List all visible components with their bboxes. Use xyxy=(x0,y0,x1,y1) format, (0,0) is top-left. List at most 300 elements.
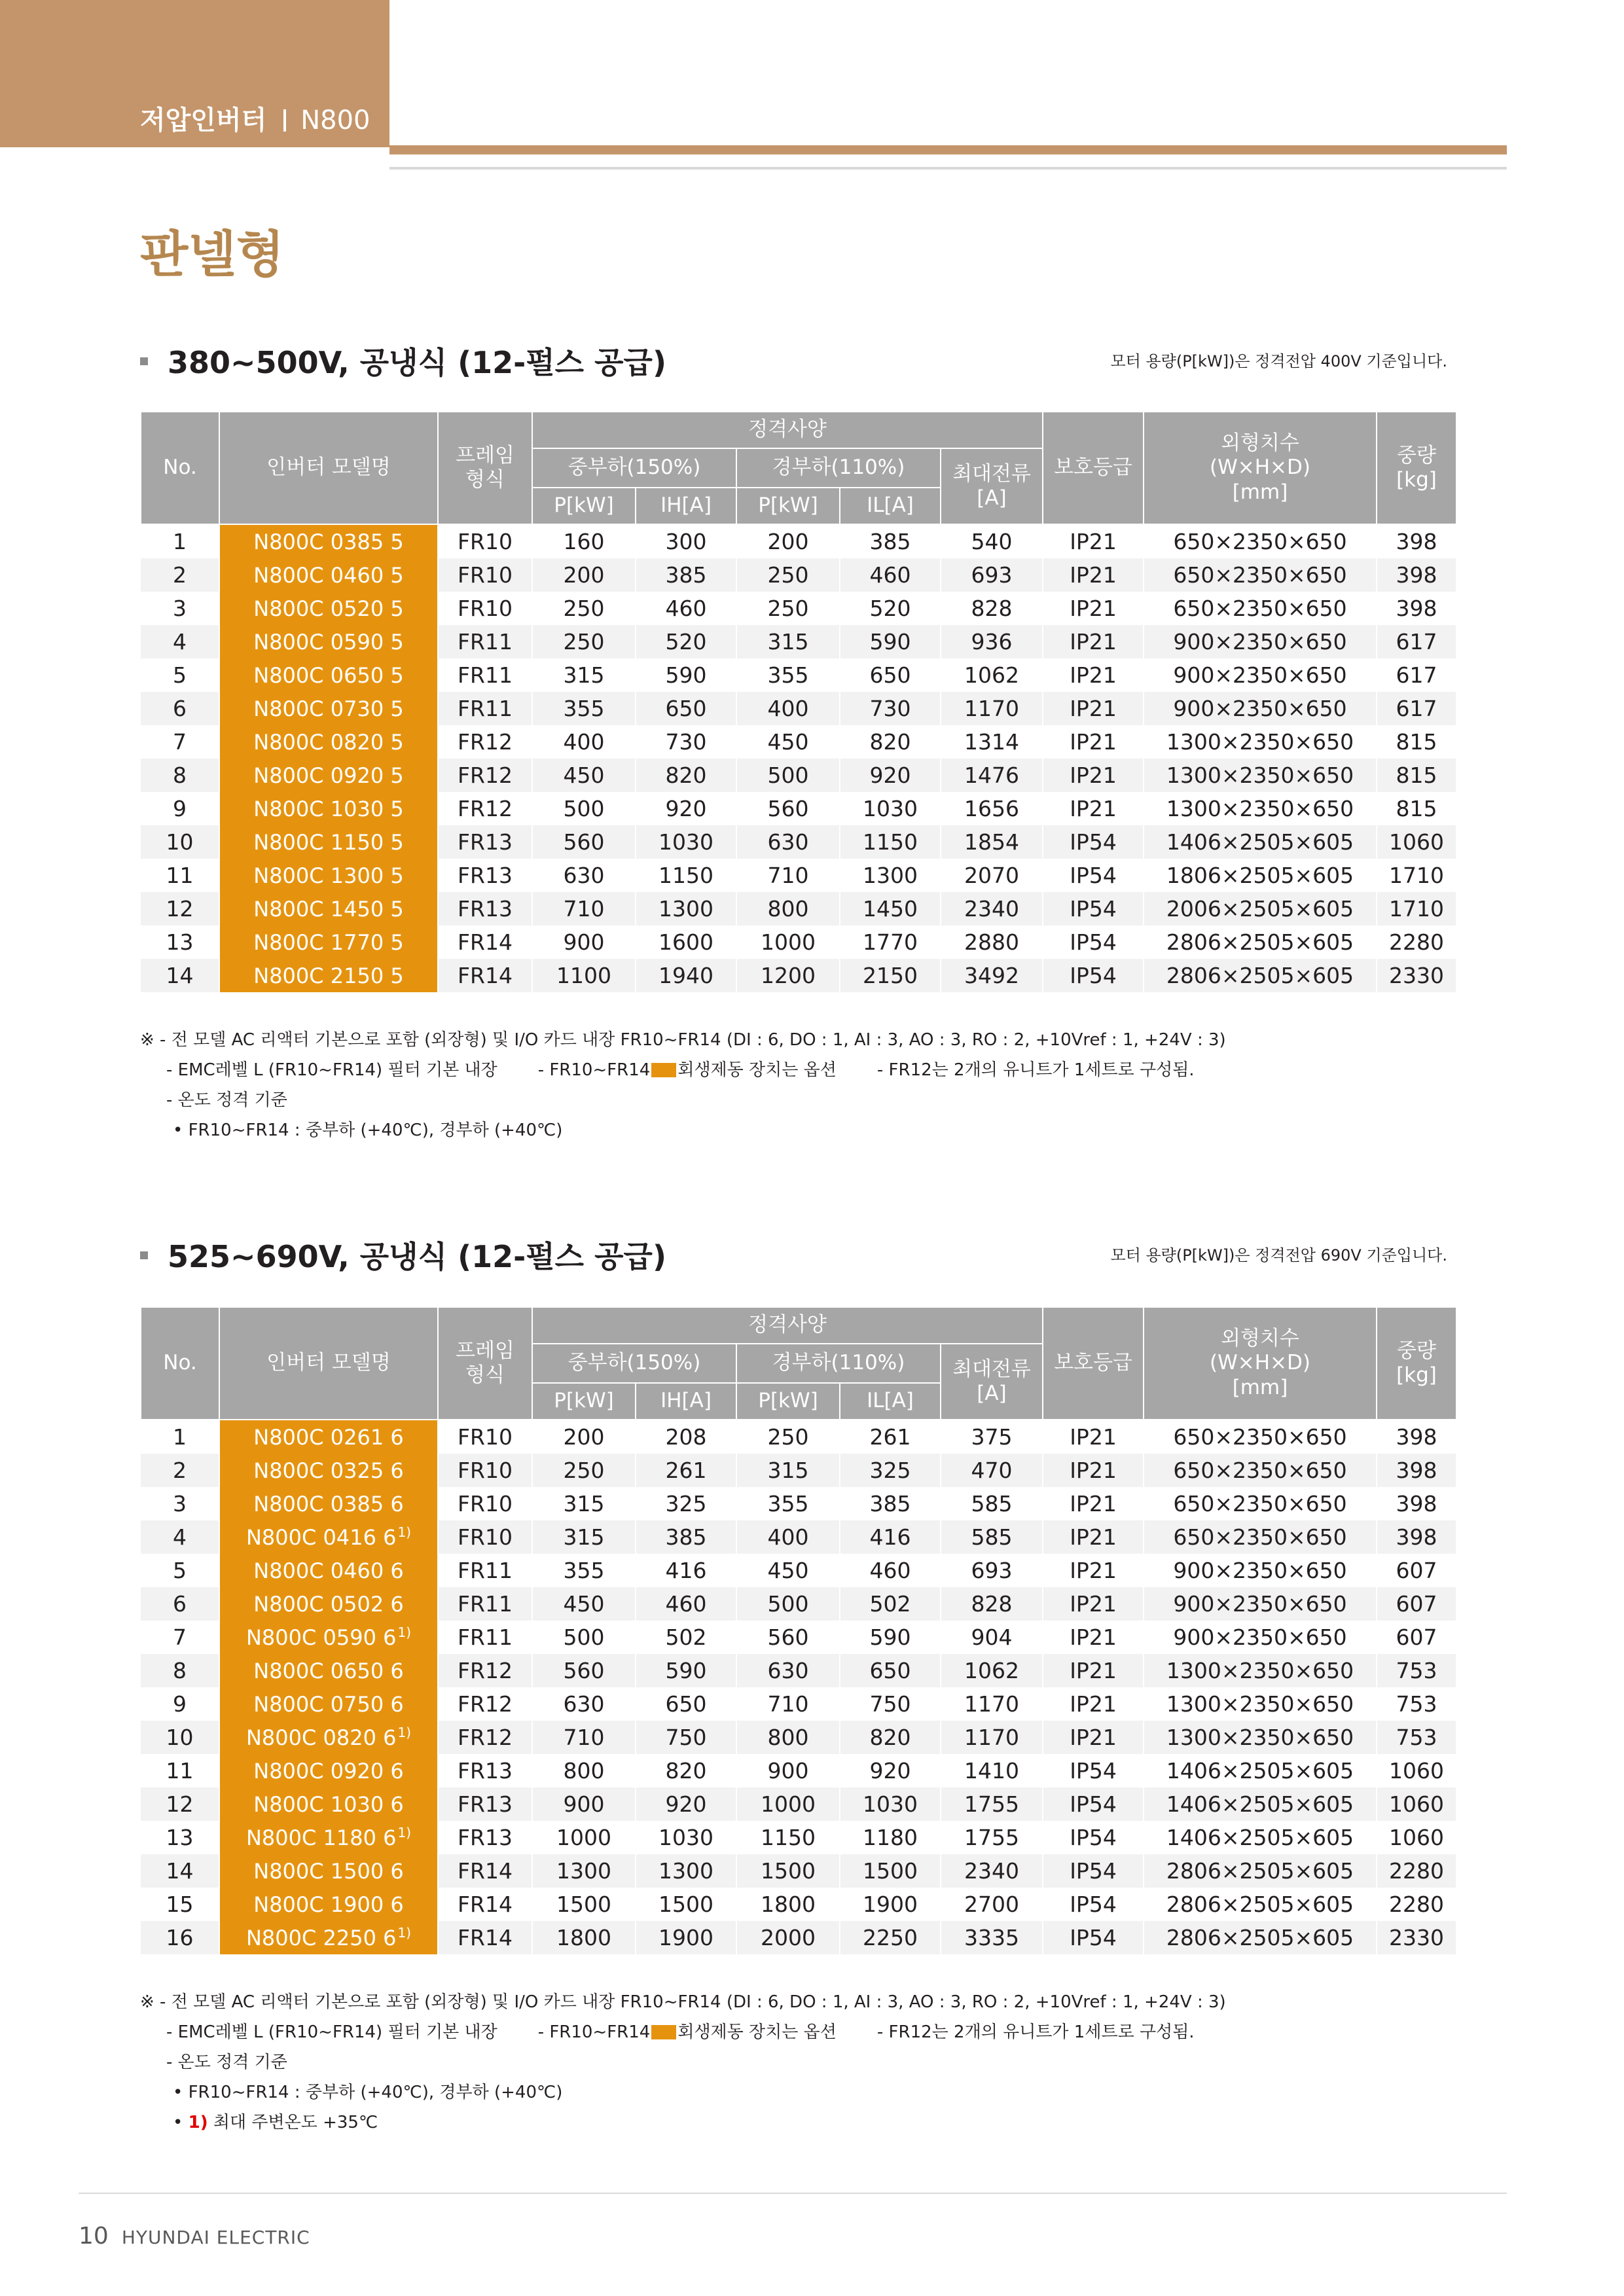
cell-dimensions: 650×2350×650 xyxy=(1144,1520,1377,1554)
cell-light-il: 460 xyxy=(840,558,941,592)
cell-no: 14 xyxy=(141,959,219,992)
cell-model xyxy=(219,1654,438,1687)
cell-light-il: 2250 xyxy=(840,1921,941,1954)
cell-protection: IP54 xyxy=(1043,1854,1144,1888)
cell-light-il: 820 xyxy=(840,725,941,759)
cell-protection: IP54 xyxy=(1043,825,1144,859)
cell-light-p: 1000 xyxy=(736,1787,840,1821)
cell-dimensions: 900×2350×650 xyxy=(1144,1621,1377,1654)
cell-no: 16 xyxy=(141,1921,219,1954)
footer xyxy=(79,2223,310,2250)
cell-heavy-p: 160 xyxy=(532,524,636,558)
cell-no: 3 xyxy=(141,592,219,625)
cell-heavy-ih: 1600 xyxy=(636,925,736,959)
header-model: N800 xyxy=(300,105,370,135)
cell-dimensions: 1300×2350×650 xyxy=(1144,792,1377,825)
cell-heavy-p: 450 xyxy=(532,759,636,792)
header-category: 저압인버터 xyxy=(140,105,267,135)
cell-weight: 398 xyxy=(1377,524,1456,558)
cell-dimensions: 2006×2505×605 xyxy=(1144,892,1377,925)
cell-frame: FR13 xyxy=(438,1787,532,1821)
cell-dimensions: 2806×2505×605 xyxy=(1144,1888,1377,1921)
cell-frame: FR12 xyxy=(438,1687,532,1721)
cell-model xyxy=(219,1454,438,1487)
cell-no: 12 xyxy=(141,892,219,925)
cell-protection: IP21 xyxy=(1043,1687,1144,1721)
cell-max-current: 585 xyxy=(941,1520,1043,1554)
table-row xyxy=(141,1888,1456,1921)
cell-heavy-p: 900 xyxy=(532,925,636,959)
cell-dimensions: 1806×2505×605 xyxy=(1144,859,1377,892)
cell-no: 10 xyxy=(141,825,219,859)
cell-protection: IP21 xyxy=(1043,1520,1144,1554)
cell-weight: 2280 xyxy=(1377,925,1456,959)
cell-heavy-p: 710 xyxy=(532,892,636,925)
cell-light-il: 416 xyxy=(840,1520,941,1554)
cell-heavy-p: 1300 xyxy=(532,1854,636,1888)
note-line: ※ - 전 모델 AC 리액터 기본으로 포함 (외장형) 및 I/O 카드 내장 FR10~FR14 (DI : 6, DO : 1, AI : 3, AO : 3, RO : 2, +10Vref : 1, +24V : 3) xyxy=(140,1992,1226,2012)
cell-frame: FR10 xyxy=(438,524,532,558)
cell-weight: 398 xyxy=(1377,1420,1456,1454)
cell-dimensions: 1300×2350×650 xyxy=(1144,1721,1377,1754)
cell-light-p: 1150 xyxy=(736,1821,840,1854)
col-light-il: IL[A] xyxy=(840,488,941,524)
cell-frame: FR10 xyxy=(438,1520,532,1554)
cell-max-current: 1062 xyxy=(941,658,1043,692)
cell-light-p: 500 xyxy=(736,759,840,792)
model-name: N800C 0820 5 xyxy=(253,729,404,755)
cell-weight: 2280 xyxy=(1377,1854,1456,1888)
cell-heavy-p: 250 xyxy=(532,625,636,658)
cell-dimensions: 1406×2505×605 xyxy=(1144,1787,1377,1821)
cell-frame: FR10 xyxy=(438,592,532,625)
cell-protection: IP54 xyxy=(1043,892,1144,925)
cell-max-current: 1476 xyxy=(941,759,1043,792)
cell-dimensions: 900×2350×650 xyxy=(1144,692,1377,725)
cell-weight: 398 xyxy=(1377,1520,1456,1554)
note-fr12: - FR12는 2개의 유니트가 1세트로 구성됨. xyxy=(876,1060,1195,1080)
cell-heavy-p: 1500 xyxy=(532,1888,636,1921)
footnote-mark: 1) xyxy=(397,1925,412,1941)
cell-no: 2 xyxy=(141,1454,219,1487)
table1-body xyxy=(141,524,1456,992)
cell-heavy-p: 355 xyxy=(532,1554,636,1587)
cell-light-p: 560 xyxy=(736,1621,840,1654)
cell-max-current: 3335 xyxy=(941,1921,1043,1954)
cell-no: 13 xyxy=(141,925,219,959)
table-row xyxy=(141,1621,1456,1654)
cell-model xyxy=(219,1487,438,1520)
footnote-mark: 1) xyxy=(397,1524,412,1540)
note-regen-pre: - FR10~FR14 xyxy=(537,2022,651,2042)
cell-heavy-p: 355 xyxy=(532,692,636,725)
cell-protection: IP21 xyxy=(1043,524,1144,558)
cell-weight: 1060 xyxy=(1377,1787,1456,1821)
cell-light-p: 1500 xyxy=(736,1854,840,1888)
note-line xyxy=(140,2108,1226,2138)
cell-light-p: 355 xyxy=(736,1487,840,1520)
cell-heavy-ih: 460 xyxy=(636,592,736,625)
cell-max-current: 2700 xyxy=(941,1888,1043,1921)
cell-weight: 753 xyxy=(1377,1687,1456,1721)
note-regen-post: 회생제동 장치는 옵션 xyxy=(677,2022,837,2042)
col-frame: 프레임 형식 xyxy=(438,412,532,524)
cell-protection: IP21 xyxy=(1043,759,1144,792)
footer-rule xyxy=(79,2193,1507,2194)
cell-weight: 753 xyxy=(1377,1721,1456,1754)
col-weight: 중량 [kg] xyxy=(1377,412,1456,524)
cell-protection: IP21 xyxy=(1043,625,1144,658)
cell-max-current: 693 xyxy=(941,1554,1043,1587)
cell-no: 12 xyxy=(141,1787,219,1821)
cell-no: 2 xyxy=(141,558,219,592)
cell-model xyxy=(219,859,438,892)
cell-light-p: 315 xyxy=(736,625,840,658)
cell-model xyxy=(219,1554,438,1587)
section1-notes xyxy=(140,1025,1226,1145)
section2-note: 모터 용량(P[kW])은 정격전압 690V 기준입니다. xyxy=(1110,1246,1447,1265)
cell-heavy-p: 315 xyxy=(532,1487,636,1520)
cell-heavy-p: 1800 xyxy=(532,1921,636,1954)
table-row xyxy=(141,1587,1456,1621)
cell-light-il: 1500 xyxy=(840,1854,941,1888)
cell-heavy-ih: 650 xyxy=(636,692,736,725)
section2-title-text: 525~690V, 공냉식 (12-펄스 공급) xyxy=(168,1239,666,1274)
model-name: N800C 0416 6 xyxy=(245,1525,397,1550)
cell-frame: FR11 xyxy=(438,692,532,725)
cell-light-il: 730 xyxy=(840,692,941,725)
model-name: N800C 0730 5 xyxy=(253,696,404,721)
cell-protection: IP21 xyxy=(1043,1654,1144,1687)
cell-light-p: 355 xyxy=(736,658,840,692)
cell-heavy-p: 630 xyxy=(532,859,636,892)
cell-heavy-p: 560 xyxy=(532,1654,636,1687)
cell-heavy-ih: 1500 xyxy=(636,1888,736,1921)
cell-heavy-ih: 208 xyxy=(636,1420,736,1454)
table-row xyxy=(141,792,1456,825)
model-name: N800C 1900 6 xyxy=(253,1892,404,1917)
footer-brand: HYUNDAI ELECTRIC xyxy=(121,2227,310,2248)
cell-protection: IP21 xyxy=(1043,1554,1144,1587)
cell-dimensions: 2806×2505×605 xyxy=(1144,959,1377,992)
cell-max-current: 1170 xyxy=(941,1721,1043,1754)
cell-heavy-p: 450 xyxy=(532,1587,636,1621)
cell-max-current: 3492 xyxy=(941,959,1043,992)
model-name: N800C 2150 5 xyxy=(253,963,404,988)
note-bullet: • xyxy=(173,2113,183,2132)
cell-frame: FR11 xyxy=(438,1587,532,1621)
cell-heavy-p: 400 xyxy=(532,725,636,759)
cell-model xyxy=(219,892,438,925)
cell-max-current: 470 xyxy=(941,1454,1043,1487)
cell-heavy-ih: 520 xyxy=(636,625,736,658)
cell-dimensions: 650×2350×650 xyxy=(1144,1420,1377,1454)
cell-frame: FR11 xyxy=(438,658,532,692)
cell-light-p: 800 xyxy=(736,892,840,925)
col-light-p: P[kW] xyxy=(736,488,840,524)
model-name: N800C 0385 6 xyxy=(253,1491,404,1516)
cell-weight: 617 xyxy=(1377,692,1456,725)
cell-model xyxy=(219,1687,438,1721)
cell-weight: 1060 xyxy=(1377,825,1456,859)
col-no: No. xyxy=(141,1307,219,1420)
cell-heavy-p: 630 xyxy=(532,1687,636,1721)
cell-protection: IP21 xyxy=(1043,1587,1144,1621)
cell-heavy-p: 500 xyxy=(532,792,636,825)
cell-light-p: 315 xyxy=(736,1454,840,1487)
table-row xyxy=(141,1554,1456,1587)
cell-frame: FR10 xyxy=(438,1420,532,1454)
cell-dimensions: 650×2350×650 xyxy=(1144,592,1377,625)
header-rule-gold xyxy=(389,145,1507,154)
section1-title-text: 380~500V, 공냉식 (12-펄스 공급) xyxy=(168,345,666,380)
table-row xyxy=(141,1454,1456,1487)
note-regen-post: 회생제동 장치는 옵션 xyxy=(677,1060,837,1080)
cell-light-p: 2000 xyxy=(736,1921,840,1954)
note-ambient: 최대 주변온도 +35℃ xyxy=(213,2113,378,2132)
table-row xyxy=(141,725,1456,759)
note-emc: - EMC레벨 L (FR10~FR14) 필터 기본 내장 xyxy=(166,1060,497,1080)
cell-heavy-ih: 750 xyxy=(636,1721,736,1754)
model-name: N800C 0920 5 xyxy=(253,762,404,788)
cell-light-p: 710 xyxy=(736,1687,840,1721)
cell-max-current: 1755 xyxy=(941,1787,1043,1821)
cell-weight: 607 xyxy=(1377,1554,1456,1587)
note-line: ※ - 전 모델 AC 리액터 기본으로 포함 (외장형) 및 I/O 카드 내장 FR10~FR14 (DI : 6, DO : 1, AI : 3, AO : 3, RO : 2, +10Vref : 1, +24V : 3) xyxy=(140,1030,1226,1050)
model-name: N800C 0590 5 xyxy=(253,629,404,655)
cell-protection: IP21 xyxy=(1043,1721,1144,1754)
cell-no: 5 xyxy=(141,658,219,692)
cell-heavy-p: 250 xyxy=(532,1454,636,1487)
cell-max-current: 1170 xyxy=(941,692,1043,725)
cell-weight: 2330 xyxy=(1377,959,1456,992)
cell-no: 13 xyxy=(141,1821,219,1854)
cell-model xyxy=(219,1787,438,1821)
cell-max-current: 904 xyxy=(941,1621,1043,1654)
model-name: N800C 0650 5 xyxy=(253,662,404,688)
cell-heavy-p: 315 xyxy=(532,1520,636,1554)
cell-model xyxy=(219,592,438,625)
cell-max-current: 828 xyxy=(941,592,1043,625)
legend-swatch xyxy=(651,2025,676,2039)
cell-light-il: 520 xyxy=(840,592,941,625)
cell-model xyxy=(219,1587,438,1621)
cell-weight: 398 xyxy=(1377,1487,1456,1520)
cell-heavy-ih: 920 xyxy=(636,1787,736,1821)
cell-weight: 398 xyxy=(1377,558,1456,592)
cell-light-p: 400 xyxy=(736,1520,840,1554)
cell-dimensions: 900×2350×650 xyxy=(1144,625,1377,658)
cell-heavy-ih: 920 xyxy=(636,792,736,825)
cell-model xyxy=(219,1921,438,1954)
cell-model xyxy=(219,524,438,558)
cell-weight: 1060 xyxy=(1377,1754,1456,1787)
cell-model xyxy=(219,1721,438,1754)
cell-light-p: 1800 xyxy=(736,1888,840,1921)
cell-light-p: 800 xyxy=(736,1721,840,1754)
col-model: 인버터 모델명 xyxy=(219,412,438,524)
cell-weight: 398 xyxy=(1377,1454,1456,1487)
cell-dimensions: 1406×2505×605 xyxy=(1144,1821,1377,1854)
cell-max-current: 1656 xyxy=(941,792,1043,825)
cell-no: 3 xyxy=(141,1487,219,1520)
cell-light-p: 400 xyxy=(736,692,840,725)
cell-light-p: 630 xyxy=(736,1654,840,1687)
model-name: N800C 1150 5 xyxy=(253,829,404,855)
col-light-p: P[kW] xyxy=(736,1383,840,1420)
cell-light-il: 650 xyxy=(840,1654,941,1687)
spec-table-1 xyxy=(140,411,1457,992)
cell-frame: FR12 xyxy=(438,759,532,792)
cell-light-il: 1300 xyxy=(840,859,941,892)
model-name: N800C 1500 6 xyxy=(253,1858,404,1884)
cell-light-p: 250 xyxy=(736,592,840,625)
col-model: 인버터 모델명 xyxy=(219,1307,438,1420)
col-weight: 중량 [kg] xyxy=(1377,1307,1456,1420)
cell-heavy-ih: 460 xyxy=(636,1587,736,1621)
cell-frame: FR14 xyxy=(438,959,532,992)
cell-light-il: 460 xyxy=(840,1554,941,1587)
cell-light-p: 560 xyxy=(736,792,840,825)
cell-heavy-p: 500 xyxy=(532,1621,636,1654)
cell-weight: 1710 xyxy=(1377,892,1456,925)
cell-light-il: 1180 xyxy=(840,1821,941,1854)
cell-no: 11 xyxy=(141,859,219,892)
cell-model xyxy=(219,925,438,959)
cell-light-il: 1030 xyxy=(840,792,941,825)
model-name: N800C 1450 5 xyxy=(253,896,404,922)
cell-dimensions: 900×2350×650 xyxy=(1144,1587,1377,1621)
note-line xyxy=(140,2017,1226,2047)
table-row xyxy=(141,1787,1456,1821)
header-rule-grey xyxy=(389,167,1507,170)
table-row xyxy=(141,1654,1456,1687)
cell-frame: FR13 xyxy=(438,1754,532,1787)
table-row xyxy=(141,692,1456,725)
cell-protection: IP21 xyxy=(1043,1621,1144,1654)
cell-weight: 815 xyxy=(1377,792,1456,825)
cell-protection: IP21 xyxy=(1043,692,1144,725)
cell-light-il: 325 xyxy=(840,1454,941,1487)
cell-protection: IP21 xyxy=(1043,592,1144,625)
cell-light-il: 1030 xyxy=(840,1787,941,1821)
cell-light-il: 385 xyxy=(840,524,941,558)
cell-max-current: 540 xyxy=(941,524,1043,558)
cell-weight: 815 xyxy=(1377,725,1456,759)
cell-weight: 753 xyxy=(1377,1654,1456,1687)
cell-heavy-p: 1100 xyxy=(532,959,636,992)
model-name: N800C 1030 6 xyxy=(253,1791,404,1817)
cell-frame: FR12 xyxy=(438,1654,532,1687)
cell-weight: 607 xyxy=(1377,1621,1456,1654)
model-name: N800C 1300 5 xyxy=(253,863,404,888)
cell-protection: IP21 xyxy=(1043,792,1144,825)
cell-dimensions: 650×2350×650 xyxy=(1144,558,1377,592)
col-heavy-p: P[kW] xyxy=(532,488,636,524)
note-emc: - EMC레벨 L (FR10~FR14) 필터 기본 내장 xyxy=(166,2022,497,2042)
cell-max-current: 2340 xyxy=(941,892,1043,925)
table-row xyxy=(141,825,1456,859)
cell-heavy-ih: 261 xyxy=(636,1454,736,1487)
cell-dimensions: 1300×2350×650 xyxy=(1144,759,1377,792)
cell-weight: 607 xyxy=(1377,1587,1456,1621)
cell-weight: 1710 xyxy=(1377,859,1456,892)
section1-title xyxy=(140,339,666,382)
cell-light-p: 500 xyxy=(736,1587,840,1621)
cell-model xyxy=(219,1621,438,1654)
cell-protection: IP54 xyxy=(1043,1888,1144,1921)
table-row xyxy=(141,859,1456,892)
model-name: N800C 0325 6 xyxy=(253,1458,404,1483)
cell-light-p: 250 xyxy=(736,558,840,592)
cell-model xyxy=(219,658,438,692)
cell-max-current: 1062 xyxy=(941,1654,1043,1687)
cell-dimensions: 1300×2350×650 xyxy=(1144,1654,1377,1687)
cell-model xyxy=(219,692,438,725)
section2-notes xyxy=(140,1987,1226,2138)
model-name: N800C 0502 6 xyxy=(253,1591,404,1617)
cell-frame: FR10 xyxy=(438,558,532,592)
header-separator xyxy=(283,109,286,132)
cell-light-il: 650 xyxy=(840,658,941,692)
model-name: N800C 2250 6 xyxy=(245,1926,397,1950)
cell-no: 4 xyxy=(141,625,219,658)
cell-protection: IP54 xyxy=(1043,959,1144,992)
header-text xyxy=(140,99,370,137)
table-row xyxy=(141,1721,1456,1754)
cell-frame: FR11 xyxy=(438,1554,532,1587)
cell-model xyxy=(219,1520,438,1554)
cell-heavy-ih: 590 xyxy=(636,658,736,692)
cell-light-p: 450 xyxy=(736,725,840,759)
cell-light-il: 920 xyxy=(840,759,941,792)
section1-note: 모터 용량(P[kW])은 정격전압 400V 기준입니다. xyxy=(1110,352,1447,370)
cell-protection: IP21 xyxy=(1043,725,1144,759)
cell-heavy-ih: 1300 xyxy=(636,892,736,925)
table-row xyxy=(141,1754,1456,1787)
cell-model xyxy=(219,1888,438,1921)
table-row xyxy=(141,759,1456,792)
note-line: - 온도 정격 기준 xyxy=(166,2053,287,2072)
model-name: N800C 1770 5 xyxy=(253,929,404,955)
cell-light-p: 900 xyxy=(736,1754,840,1787)
cell-model xyxy=(219,1854,438,1888)
cell-model xyxy=(219,1821,438,1854)
cell-max-current: 2070 xyxy=(941,859,1043,892)
cell-dimensions: 2806×2505×605 xyxy=(1144,1921,1377,1954)
col-heavy: 중부하(150%) xyxy=(532,1344,736,1383)
cell-no: 8 xyxy=(141,1654,219,1687)
cell-frame: FR10 xyxy=(438,1454,532,1487)
table-row xyxy=(141,892,1456,925)
cell-weight: 1060 xyxy=(1377,1821,1456,1854)
cell-heavy-p: 710 xyxy=(532,1721,636,1754)
table-row xyxy=(141,524,1456,558)
cell-heavy-ih: 385 xyxy=(636,558,736,592)
cell-heavy-p: 900 xyxy=(532,1787,636,1821)
cell-heavy-ih: 325 xyxy=(636,1487,736,1520)
table-row xyxy=(141,1854,1456,1888)
cell-light-il: 502 xyxy=(840,1587,941,1621)
cell-light-p: 1000 xyxy=(736,925,840,959)
cell-dimensions: 900×2350×650 xyxy=(1144,658,1377,692)
cell-heavy-p: 200 xyxy=(532,1420,636,1454)
model-name: N800C 0820 6 xyxy=(245,1725,397,1750)
cell-max-current: 1314 xyxy=(941,725,1043,759)
cell-weight: 617 xyxy=(1377,625,1456,658)
cell-max-current: 936 xyxy=(941,625,1043,658)
cell-frame: FR13 xyxy=(438,892,532,925)
